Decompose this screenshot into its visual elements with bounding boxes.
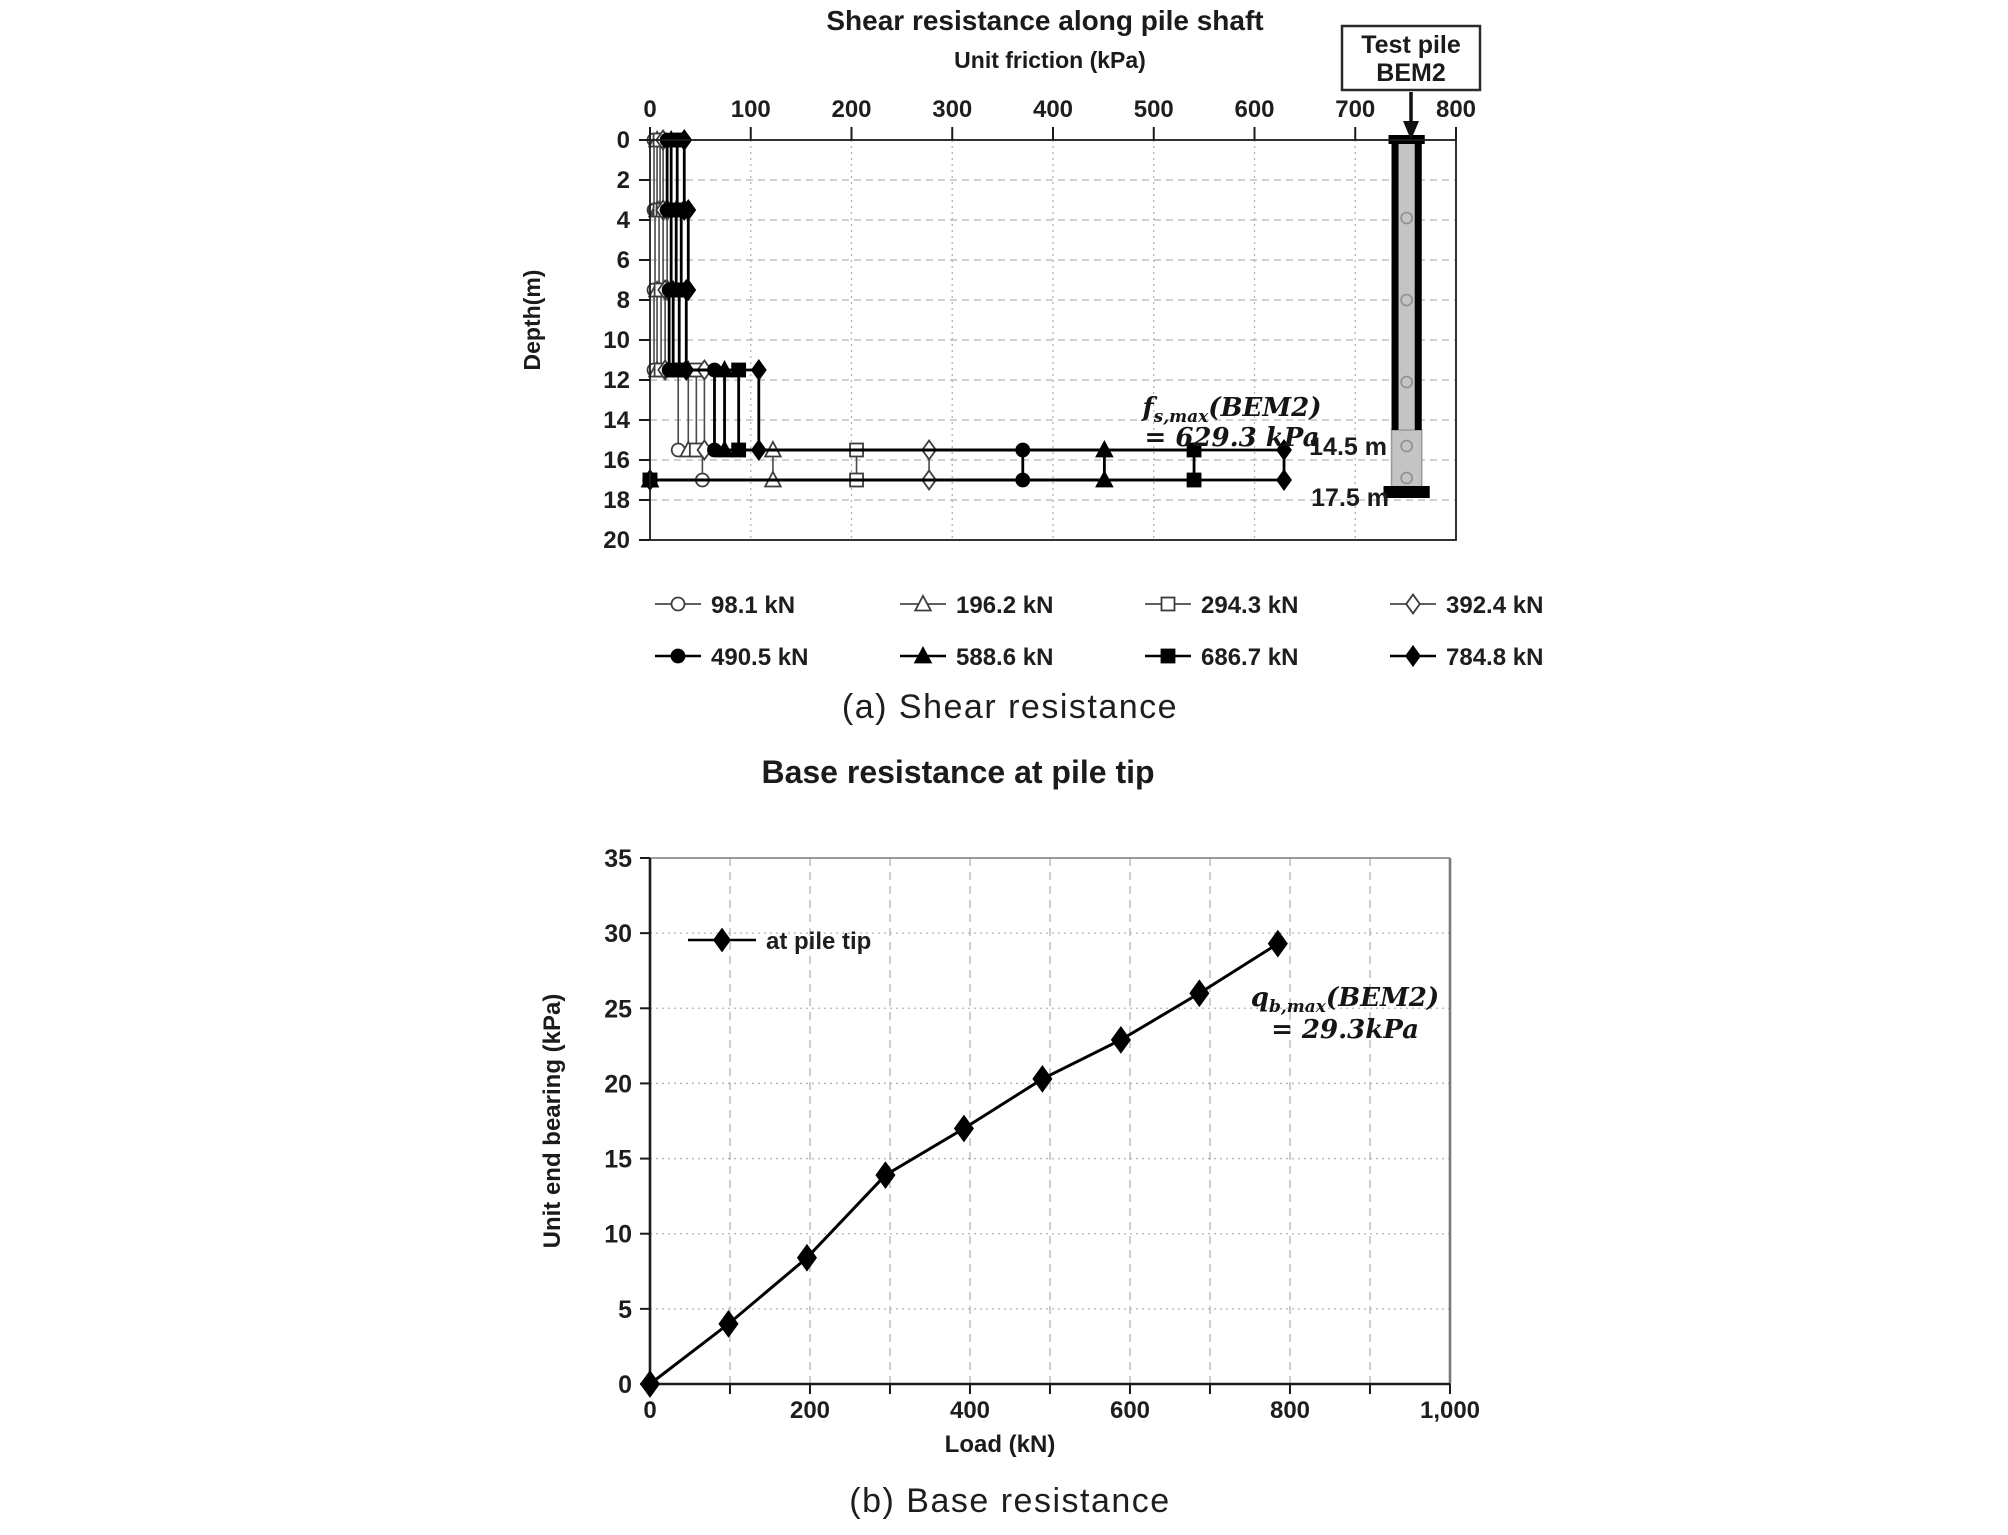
x-tick-label: 500: [1133, 96, 1174, 123]
legend-label: 784.8 kN: [1446, 644, 1544, 671]
y-tick-label: 20: [604, 1070, 632, 1099]
legend-label: 392.4 kN: [1446, 592, 1544, 619]
y-tick-label: 8: [616, 287, 630, 314]
series-line: [650, 944, 1278, 1384]
y-tick-label: 10: [604, 1220, 632, 1249]
legend-label: 686.7 kN: [1201, 644, 1299, 671]
x-tick-label: 400: [1032, 96, 1074, 123]
test-pile-label-line1: Test pile: [1361, 31, 1461, 59]
chart-a-y-axis-title: Depth(m): [519, 269, 545, 371]
series-marker: [1112, 1028, 1130, 1053]
x-tick-label: 600: [1234, 96, 1275, 123]
pile-shoulder-depth-label: 14.5 m: [1309, 433, 1387, 461]
y-tick-label: 0: [618, 1371, 632, 1399]
chart-b-title: Base resistance at pile tip: [761, 754, 1155, 790]
y-tick-label: 16: [603, 447, 630, 474]
x-tick-label: 200: [831, 96, 872, 123]
chart-a-x-axis-title: Unit friction (kPa): [954, 47, 1146, 73]
series-line: [650, 140, 1104, 480]
test-pile-left-wall: [1392, 138, 1399, 430]
y-tick-label: 2: [616, 167, 630, 194]
series-marker: [955, 1116, 973, 1141]
x-tick-label: 0: [643, 1397, 657, 1424]
fsmax-annotation-expr: $f_{s,max}(BEM2)$: [1142, 393, 1322, 427]
qbmax-annotation-expr: $q_{b,max}(BEM2)$: [1250, 983, 1440, 1017]
qbmax-annotation-value: = 29.3kPa: [1271, 1015, 1419, 1045]
pile-tip-depth-label: 17.5 m: [1311, 484, 1389, 512]
series-marker: [720, 1312, 738, 1337]
legend-label: 98.1 kN: [711, 592, 796, 619]
chart-b-x-axis-title: Load (kN): [944, 1431, 1056, 1458]
legend-marker-icon: [1406, 595, 1420, 614]
x-tick-label: 600: [1109, 1397, 1151, 1424]
legend-marker-icon: [1162, 650, 1175, 663]
legend-marker-icon: [672, 598, 685, 611]
series-line: [650, 140, 857, 480]
x-tick-label: 400: [949, 1397, 991, 1424]
x-tick-label: 300: [932, 96, 973, 123]
series-marker: [752, 441, 766, 460]
caption-b: (b) Base resistance: [849, 1482, 1171, 1520]
y-tick-label: 5: [618, 1295, 632, 1324]
chart-b-y-axis-title: Unit end bearing (kPa): [539, 993, 566, 1249]
legend-marker-icon: [1162, 598, 1175, 611]
y-tick-label: 25: [604, 995, 632, 1024]
test-pile-lower-section: [1392, 430, 1422, 490]
y-tick-label: 0: [616, 127, 630, 154]
series-marker: [1277, 471, 1291, 490]
x-tick-label: 700: [1335, 96, 1376, 123]
series-marker: [1190, 981, 1208, 1006]
series-marker: [1269, 931, 1287, 956]
series-marker: [641, 1372, 659, 1397]
legend-label: at pile tip: [766, 928, 872, 955]
y-tick-label: 20: [603, 527, 630, 554]
x-tick-label: 800: [1269, 1397, 1311, 1424]
series-line: [650, 140, 929, 480]
series-line: [650, 140, 1023, 480]
y-tick-label: 15: [604, 1145, 632, 1174]
test-pile-label-line2: BEM2: [1376, 59, 1446, 87]
test-pile-tip-bar: [1384, 486, 1430, 498]
y-tick-label: 4: [616, 207, 630, 234]
y-tick-label: 18: [603, 487, 630, 514]
legend-marker-icon: [672, 650, 685, 663]
y-tick-label: 30: [604, 920, 632, 949]
legend-label: 196.2 kN: [956, 592, 1054, 619]
y-tick-label: 14: [603, 407, 630, 434]
legend-label: 490.5 kN: [711, 644, 809, 671]
caption-a: (a) Shear resistance: [841, 688, 1179, 726]
x-tick-label: 200: [789, 1397, 831, 1424]
fsmax-annotation-value: = 629.3 kPa: [1144, 423, 1320, 453]
test-pile-right-wall: [1415, 138, 1422, 430]
y-tick-label: 10: [603, 327, 630, 354]
series-line: [650, 140, 1194, 480]
x-tick-label: 100: [730, 96, 771, 123]
legend-label: 588.6 kN: [956, 644, 1054, 671]
x-tick-label: 800: [1435, 96, 1477, 123]
legend-marker-icon: [714, 929, 730, 951]
legend-label: 294.3 kN: [1201, 592, 1299, 619]
x-tick-label: 0: [643, 96, 657, 123]
series-marker: [1033, 1067, 1051, 1092]
y-tick-label: 12: [603, 367, 630, 394]
y-tick-label: 6: [616, 247, 630, 274]
x-tick-label: 1,000: [1419, 1397, 1481, 1424]
chart-a-title: Shear resistance along pile shaft: [826, 5, 1264, 36]
y-tick-label: 35: [604, 845, 632, 873]
legend-marker-icon: [1406, 647, 1420, 666]
series-marker: [752, 361, 766, 380]
series-marker: [732, 444, 745, 457]
